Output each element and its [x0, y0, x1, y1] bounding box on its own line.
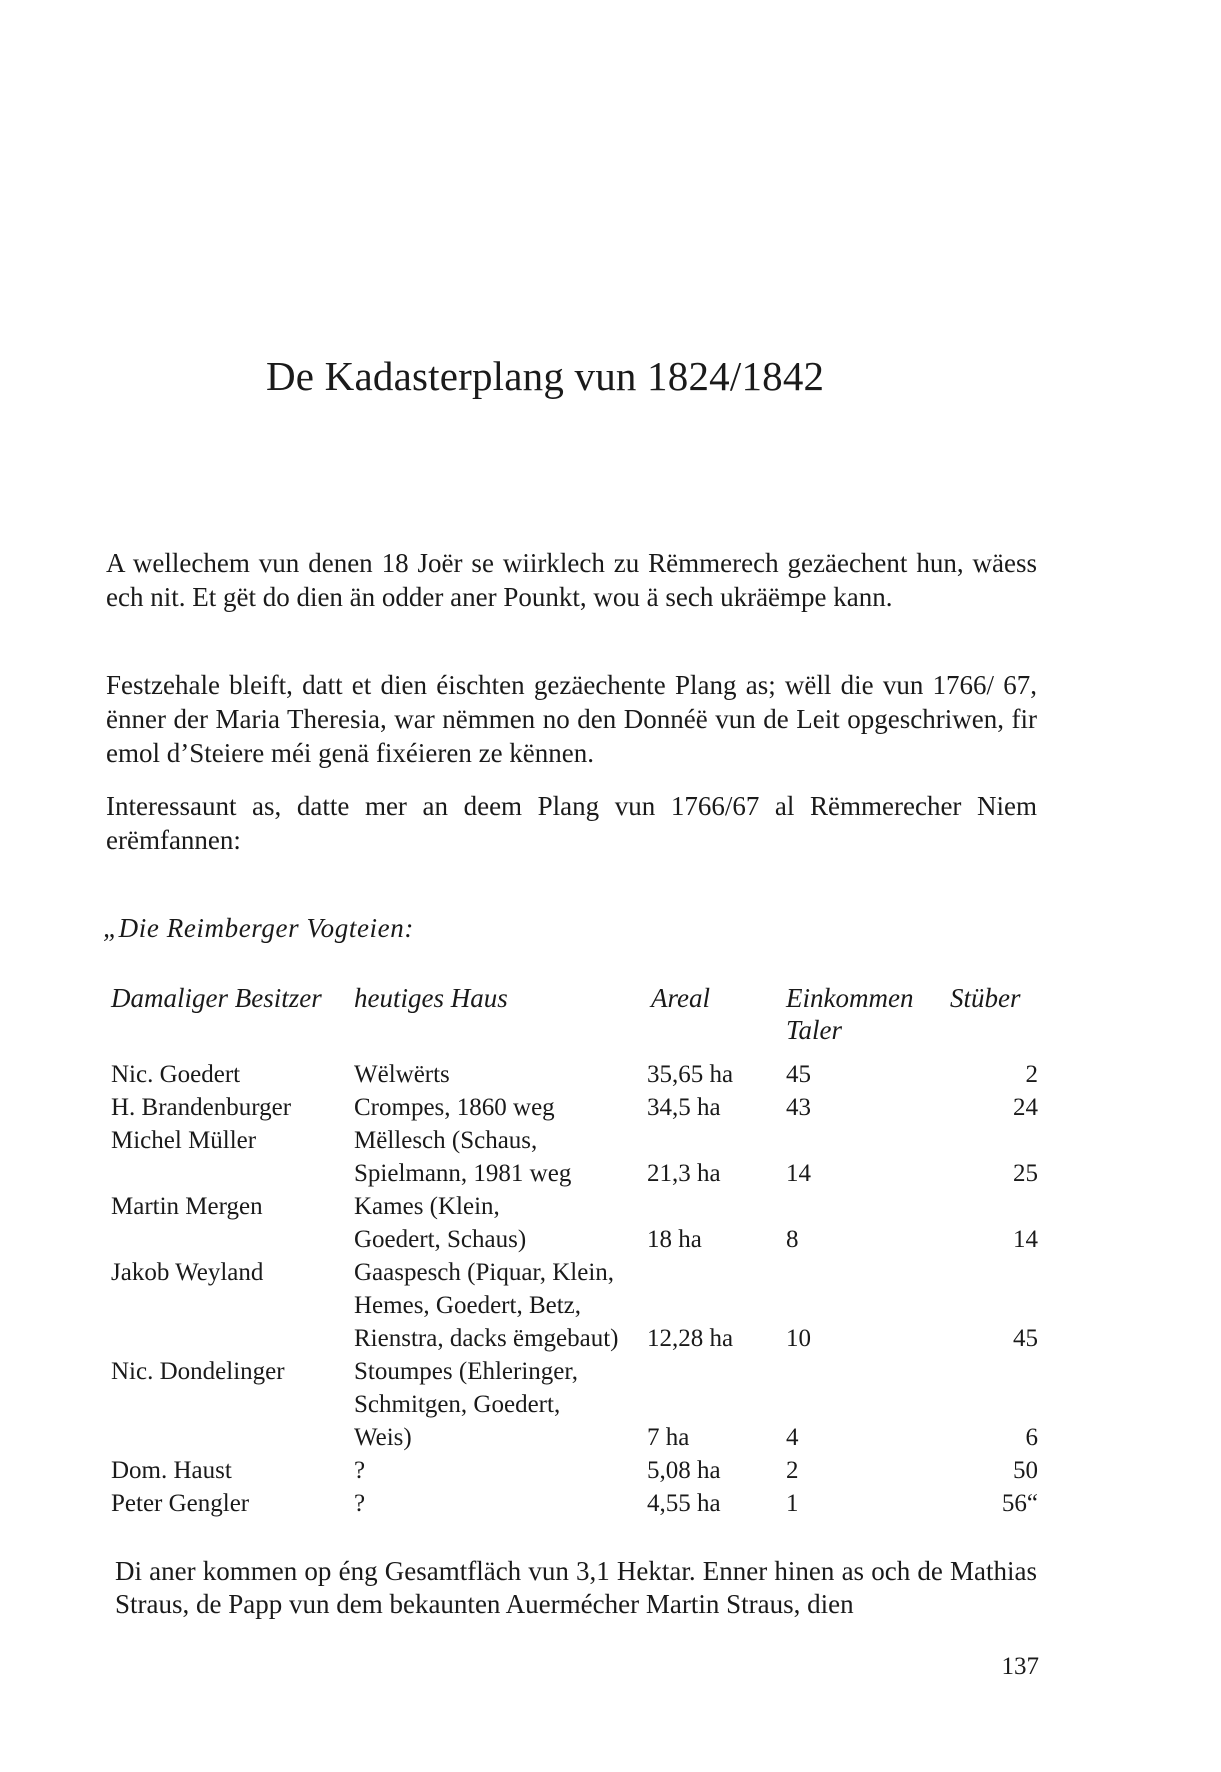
- cell-stuber: 25: [1013, 1160, 1038, 1187]
- quote-title: „Die Reimberger Vogteien:: [103, 913, 414, 943]
- cell-house: ?: [354, 1490, 366, 1517]
- table-row: [0, 1124, 1221, 1157]
- cell-stuber: 56“: [1001, 1490, 1038, 1517]
- cell-taler: 10: [786, 1325, 811, 1352]
- cell-house: Spielmann, 1981 weg: [354, 1160, 572, 1187]
- cell-taler: 8: [786, 1226, 799, 1253]
- cell-stuber: 6: [1025, 1424, 1038, 1451]
- cell-stuber: 45: [1013, 1325, 1038, 1352]
- cell-owner: Peter Gengler: [111, 1490, 250, 1517]
- table-row: [0, 1355, 1221, 1388]
- cell-taler: 45: [786, 1061, 811, 1088]
- cell-owner: Nic. Dondelinger: [111, 1358, 285, 1385]
- header-taler: [786, 982, 913, 1046]
- cell-stuber: 2: [1025, 1061, 1038, 1088]
- table-row: [0, 1223, 1221, 1256]
- table-row: [0, 1388, 1221, 1421]
- cell-owner: Nic. Goedert: [111, 1061, 241, 1088]
- cell-taler: 1: [786, 1490, 799, 1517]
- cell-house: Schmitgen, Goedert,: [354, 1391, 561, 1418]
- table-row: [0, 1322, 1221, 1355]
- cell-house: Wëlwërts: [354, 1061, 450, 1088]
- table-row: [0, 1058, 1221, 1091]
- header-area: Areal: [651, 983, 710, 1013]
- header-taler-line1: Einkommen: [786, 983, 914, 1013]
- cell-house: ?: [354, 1457, 366, 1484]
- header-taler-line2: Taler: [786, 1015, 843, 1045]
- cell-area: 18 ha: [647, 1226, 702, 1253]
- cell-area: 5,08 ha: [647, 1457, 721, 1484]
- cell-stuber: 50: [1013, 1457, 1038, 1484]
- cell-house: Kames (Klein,: [354, 1193, 500, 1220]
- cell-owner: H. Brandenburger: [111, 1094, 292, 1121]
- cell-house: Gaaspesch (Piquar, Klein,: [354, 1259, 615, 1286]
- table-row: [0, 1454, 1221, 1487]
- cell-house: Stoumpes (Ehleringer,: [354, 1358, 578, 1385]
- paragraph-2: Festzehale bleift, datt et dien éischten gezäechente Plang as; wëll die vun 1766/ 67, ënner der Maria Theresia, war nëmmen no den Donnéë vun de Leit opgeschriwen, fir emol d’Steiere méi genä fixéieren ze kënnen.: [106, 670, 1037, 768]
- cell-house: Weis): [354, 1424, 412, 1451]
- cell-area: 7 ha: [647, 1424, 690, 1451]
- cell-house: Crompes, 1860 weg: [354, 1094, 555, 1121]
- cell-area: 34,5 ha: [647, 1094, 721, 1121]
- cell-house: Mëllesch (Schaus,: [354, 1127, 538, 1154]
- table-row: [0, 1421, 1221, 1454]
- cell-stuber: 24: [1013, 1094, 1038, 1121]
- table-row: [0, 1487, 1221, 1520]
- cell-owner: Michel Müller: [111, 1127, 257, 1154]
- table-row: [0, 1289, 1221, 1322]
- cell-owner: Jakob Weyland: [111, 1259, 264, 1286]
- paragraph-3: Interessaunt as, datte mer an deem Plang vun 1766/67 al Rëmmerecher Niem erëmfannen:: [106, 791, 1037, 855]
- header-house: heutiges Haus: [354, 983, 508, 1013]
- cell-area: 21,3 ha: [647, 1160, 721, 1187]
- table-row: [0, 1157, 1221, 1190]
- cell-area: 4,55 ha: [647, 1490, 721, 1517]
- cell-taler: 14: [786, 1160, 811, 1187]
- cell-taler: 2: [786, 1457, 799, 1484]
- cell-owner: Dom. Haust: [111, 1457, 232, 1484]
- table-row: [0, 1256, 1221, 1289]
- header-stuber: Stüber: [950, 983, 1021, 1013]
- page-number: 137: [1001, 1653, 1039, 1680]
- cell-house: Goedert, Schaus): [354, 1226, 527, 1253]
- header-owner: Damaliger Besitzer: [111, 983, 322, 1013]
- cell-house: Rienstra, dacks ëmgebaut): [354, 1325, 619, 1352]
- cell-area: 12,28 ha: [647, 1325, 734, 1352]
- closing-paragraph: Di aner kommen op éng Gesamtfläch vun 3,1 Hektar. Enner hinen as och de Mathias Straus, de Papp vun dem bekaunten Auermécher Martin Straus, dien: [115, 1556, 1037, 1619]
- paragraph-1: A wellechem vun denen 18 Joër se wiirklech zu Rëmmerech gezäechent hun, wäess ech nit. Et gët do dien än odder aner Pounkt, wou ä sech ukräëmpe kann.: [106, 548, 1037, 612]
- cell-stuber: 14: [1013, 1226, 1038, 1253]
- table-row: [0, 1190, 1221, 1223]
- cell-taler: 4: [786, 1424, 799, 1451]
- page-title: De Kadasterplang vun 1824/1842: [266, 353, 825, 399]
- cell-owner: Martin Mergen: [111, 1193, 263, 1220]
- cell-house: Hemes, Goedert, Betz,: [354, 1292, 582, 1319]
- cell-area: 35,65 ha: [647, 1061, 734, 1088]
- cell-taler: 43: [786, 1094, 811, 1121]
- table-row: [0, 1091, 1221, 1124]
